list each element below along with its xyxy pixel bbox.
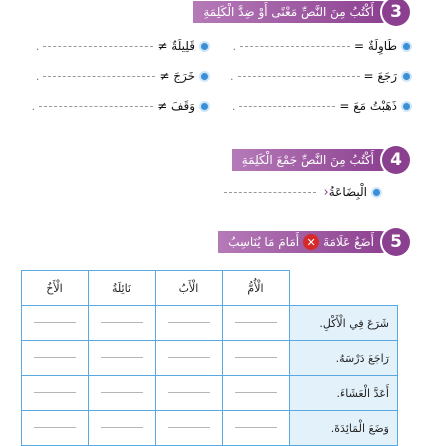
answer-cell[interactable] — [21, 341, 88, 376]
exercise-item — [230, 66, 410, 86]
line-end: . — [231, 99, 236, 113]
column-header-naila: نَائِلَةُ — [88, 271, 155, 306]
table-row — [21, 341, 398, 376]
bullet-icon — [201, 73, 208, 80]
exercise-item — [32, 96, 208, 116]
answer-cell[interactable] — [222, 376, 289, 411]
bullet-icon — [403, 73, 410, 80]
answer-cell[interactable] — [88, 376, 155, 411]
line-end: . — [31, 99, 36, 113]
exercise-item — [233, 36, 410, 56]
answer-cell[interactable] — [155, 411, 222, 446]
section-3-heading — [193, 0, 410, 26]
x-mark-icon: ✕ — [303, 234, 319, 250]
exercise-item — [232, 96, 410, 116]
answer-line[interactable] — [240, 46, 350, 47]
arrow-left-icon: ‹ — [323, 184, 329, 200]
table-corner — [289, 271, 398, 306]
answer-cell[interactable] — [155, 306, 222, 341]
item-word: رَجَعَ = — [363, 69, 397, 83]
section-4-number: 4 — [382, 146, 410, 174]
answer-line[interactable] — [43, 46, 153, 47]
answer-cell[interactable] — [155, 341, 222, 376]
row-label: أَعَدَّ الْعَشَاءَ. — [289, 376, 398, 411]
column-header-mother: الْأُمُّ — [222, 271, 289, 306]
exercise-item — [224, 182, 380, 202]
bullet-icon — [201, 43, 208, 50]
answer-cell[interactable] — [222, 341, 289, 376]
section-3-row-1 — [0, 36, 430, 56]
line-end: . — [35, 39, 40, 53]
section-3-row-3 — [0, 96, 430, 116]
row-label: رَاجَعَ دَرْسَهُ. — [289, 341, 398, 376]
answer-line[interactable] — [39, 106, 153, 107]
section-4-title: أَكْتُبُ مِنَ النَّصِّ جَمْعَ الْكَلِمَةِ — [232, 149, 392, 171]
answer-line[interactable] — [224, 192, 316, 193]
answer-line[interactable] — [238, 76, 360, 77]
row-label: شَرَعَ فِي الْأَكْلِ. — [289, 306, 398, 341]
line-end: . — [35, 69, 40, 83]
section-4-row — [0, 182, 430, 202]
section-5-title — [218, 231, 392, 253]
line-end: . — [232, 39, 237, 53]
item-word: طَاوِلَةٌ = — [354, 39, 397, 53]
column-header-father: الْأَبُ — [155, 271, 222, 306]
section-5-title-a: أَضَعُ عَلَامَةَ — [323, 235, 374, 249]
item-word: قَلِيلَةٌ ≠ — [157, 39, 195, 53]
exercise-item — [36, 36, 208, 56]
item-word: خَرَجَ ≠ — [159, 69, 195, 83]
answer-line[interactable] — [239, 106, 335, 107]
section-5-heading — [218, 228, 410, 256]
answer-cell[interactable] — [21, 376, 88, 411]
answer-cell[interactable] — [88, 341, 155, 376]
answer-cell[interactable] — [88, 306, 155, 341]
answer-cell[interactable] — [88, 411, 155, 446]
matching-table — [21, 270, 399, 446]
section-5-number: 5 — [382, 228, 410, 256]
answer-cell[interactable] — [222, 306, 289, 341]
answer-cell[interactable] — [155, 376, 222, 411]
table-row — [21, 376, 398, 411]
column-header-brother: الْأَخُ — [21, 271, 88, 306]
section-3-row-2 — [0, 66, 430, 86]
section-5-title-b: أَمَامَ مَا يُنَاسِبُ — [228, 235, 300, 249]
row-label: وَضَعَ الْمَائِدَةَ. — [289, 411, 398, 446]
answer-cell[interactable] — [222, 411, 289, 446]
bullet-icon — [201, 103, 208, 110]
line-end: . — [230, 69, 234, 83]
item-word: ذَهَبْتُ مَعَ = — [339, 99, 397, 113]
item-word: وَقَفَ ≠ — [157, 99, 195, 113]
exercise-item — [36, 66, 208, 86]
table-header-row — [21, 271, 398, 306]
answer-cell[interactable] — [21, 411, 88, 446]
item-word: الْبِضَاعَةُ — [328, 185, 367, 199]
answer-cell[interactable] — [21, 306, 88, 341]
section-3-number: 3 — [382, 0, 410, 26]
table-row — [21, 306, 398, 341]
section-4-heading — [232, 146, 410, 174]
bullet-icon — [373, 189, 380, 196]
bullet-icon — [403, 43, 410, 50]
answer-line[interactable] — [43, 76, 155, 77]
table-row — [21, 411, 398, 446]
section-3-title: أَكْتُبُ مِنَ النَّصِّ مَعْنًى أَوْ ضِدَّ الْكَلِمَةِ — [193, 1, 392, 23]
bullet-icon — [403, 103, 410, 110]
